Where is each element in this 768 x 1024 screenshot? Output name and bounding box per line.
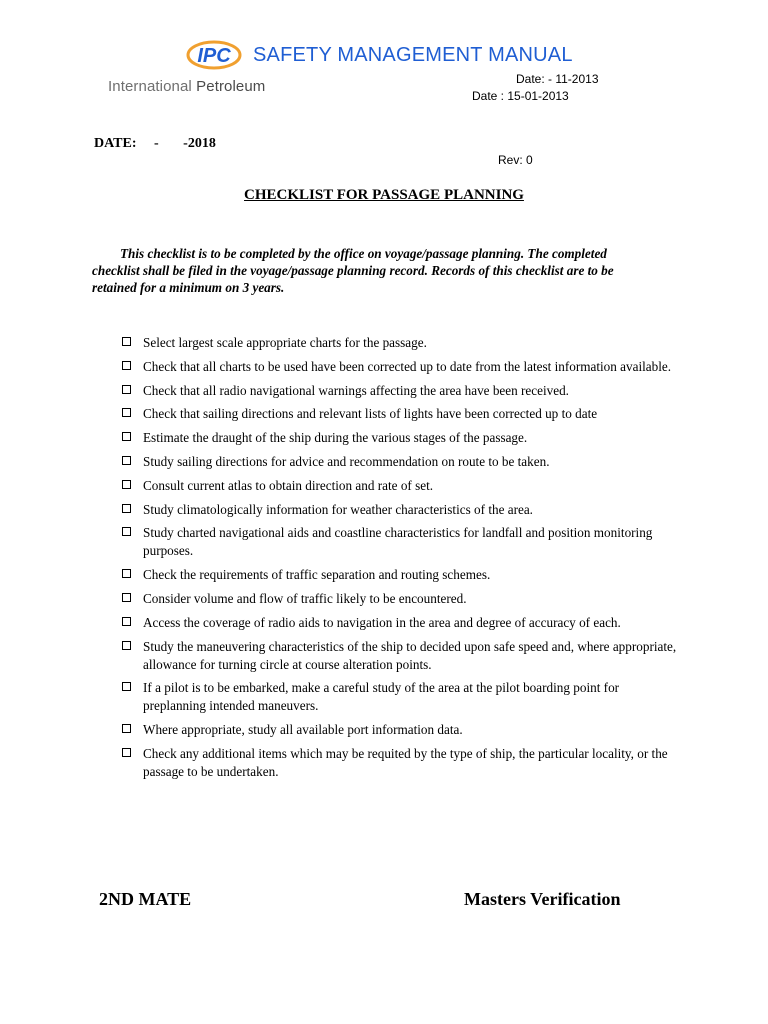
checklist-item [122,679,682,715]
checklist-item-text: Study climatologically information for weather characteristics of the area. [143,501,533,517]
checklist-item-text: Access the coverage of radio aids to navigation in the area and degree of accuracy of each. [143,614,621,630]
passage-planning-checklist [122,334,682,787]
checkbox[interactable] [122,682,131,691]
checkbox[interactable] [122,504,131,513]
checkbox[interactable] [122,408,131,417]
checkbox[interactable] [122,385,131,394]
checklist-item-text: Select largest scale appropriate charts for the passage. [143,335,427,350]
checklist-item [122,638,682,674]
checklist-item-text: Estimate the draught of the ship during the various stages of the passage. [143,430,528,446]
checkbox[interactable] [122,724,131,733]
checklist-item [122,405,682,423]
company-name [108,78,265,95]
checkbox[interactable] [122,361,131,370]
checklist-item [122,429,682,447]
checklist-item-text: Consider volume and flow of traffic likely to be encountered. [143,590,467,606]
manual-title: SAFETY MANAGEMENT MANUAL [253,44,573,66]
revision-number: Rev: 0 [498,153,533,167]
checklist-item [122,382,682,400]
checklist-item [122,334,682,352]
issue-date: Date: - 11-2013 [516,72,599,86]
checkbox[interactable] [122,593,131,602]
checklist-item [122,745,682,781]
second-mate-signature-label: 2ND MATE [99,889,192,909]
checklist-item-text: Study sailing directions for advice and recommendation on route to be taken. [143,453,550,469]
master-verification-label: Masters Verification [464,889,621,909]
checklist-item [122,566,682,584]
checkbox[interactable] [122,748,131,757]
checkbox[interactable] [122,480,131,489]
company-name-light: International [108,78,192,95]
checkbox[interactable] [122,617,131,626]
checklist-item [122,501,682,519]
checklist-item-text: Where appropriate, study all available port information data. [143,722,463,738]
checkbox[interactable] [122,527,131,536]
company-name-strong: Petroleum [196,78,266,95]
checkbox[interactable] [122,456,131,465]
revision-date: Date : 15-01-2013 [472,89,569,103]
checklist-item [122,453,682,471]
checklist-item [122,477,682,495]
checklist-item [122,614,682,632]
document-date-field: DATE: - -2018 [94,136,216,151]
checklist-item-text: Check the requirements of traffic separation and routing schemes. [143,567,491,583]
checkbox[interactable] [122,569,131,578]
checklist-item-text: Study the maneuvering characteristics of the ship to decided upon safe speed and, where appropriate, allowance for turning circle at course alteration points. [143,638,677,672]
logo-mark-text: IPC [197,45,231,67]
checklist-item-text: Study charted navigational aids and coastline characteristics for landfall and position monitoring purposes. [143,525,653,559]
checklist-item-text: Check that all radio navigational warnings affecting the area have been received. [143,382,569,398]
checklist-item-text: Consult current atlas to obtain direction and rate of set. [143,477,434,493]
checklist-item-text: If a pilot is to be embarked, make a careful study of the area at the pilot boarding point for preplanning intended maneuvers. [143,680,620,714]
checklist-item-text: Check that sailing directions and relevant lists of lights have been corrected up to date [143,406,598,422]
checklist-item [122,358,682,376]
checkbox[interactable] [122,432,131,441]
checkbox[interactable] [122,337,131,346]
checklist-item [122,721,682,739]
checklist-title: CHECKLIST FOR PASSAGE PLANNING [244,187,524,203]
checkbox[interactable] [122,641,131,650]
checklist-item [122,524,682,560]
checklist-item [122,590,682,608]
intro-paragraph: This checklist is to be completed by the office on voyage/passage planning. The completed checklist shall be filed in the voyage/passage planning record. Records of this checklist are to be retained for a minimum on 3 years. [92,246,614,295]
checklist-item-text: Check any additional items which may be requited by the type of ship, the particular locality, or the passage to be undertaken. [143,745,668,779]
checklist-item-text: Check that all charts to be used have been corrected up to date from the latest information available. [143,358,672,374]
ipc-logo-mark [186,40,242,70]
